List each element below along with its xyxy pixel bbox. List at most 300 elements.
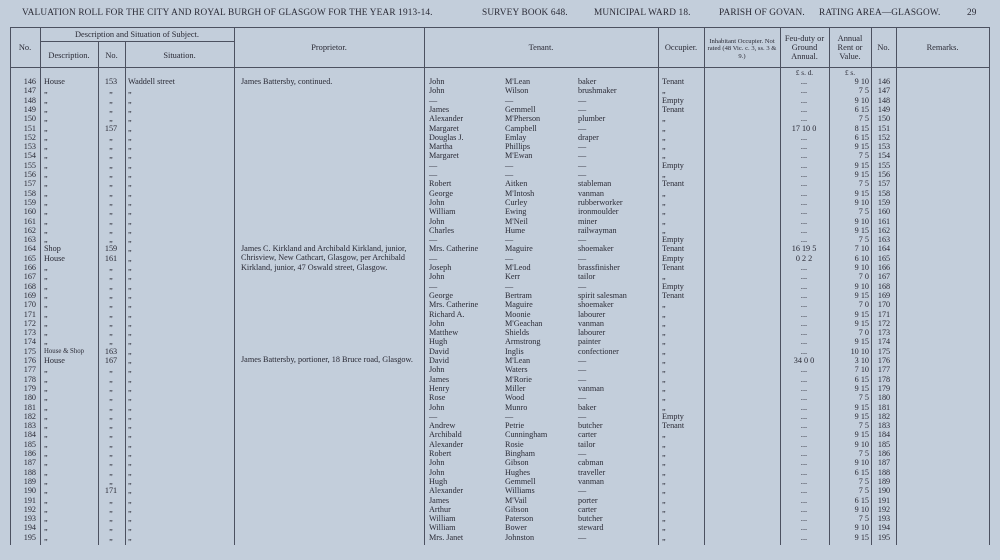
- row-tenant-trade: —: [578, 411, 587, 421]
- row-tenant-first-name: Robert: [429, 449, 452, 458]
- row-house-number: „: [109, 263, 113, 272]
- row-tenant-surname: Bertram: [505, 290, 532, 300]
- row-no: 159: [23, 197, 36, 207]
- row-tenant-surname: M'Lean: [505, 356, 531, 365]
- row-annual-value: 9 10: [854, 216, 869, 226]
- row-description: „: [44, 142, 48, 152]
- row-no-right: 171: [877, 309, 891, 319]
- row-description: „: [44, 300, 48, 310]
- row-tenant-trade: draper: [578, 132, 599, 142]
- annual-units: £ s.: [845, 69, 855, 77]
- row-tenant-first-name: Margaret: [429, 123, 459, 133]
- row-feuduty: ...: [800, 374, 808, 384]
- row-occupier: „: [662, 170, 666, 179]
- row-house-number: „: [109, 383, 113, 393]
- row-no: 195: [23, 532, 36, 542]
- row-occupier: „: [662, 86, 666, 96]
- col-header-group: Description and Situation of Subject.: [75, 30, 199, 39]
- row-feuduty: ...: [800, 300, 808, 310]
- row-feuduty: ...: [800, 449, 808, 458]
- row-house-number: „: [109, 170, 113, 179]
- row-feuduty: 17 10 0: [791, 123, 817, 133]
- vline: [234, 27, 235, 545]
- row-no-right: 175: [877, 346, 891, 356]
- row-feuduty: ...: [800, 402, 808, 412]
- row-description: „: [44, 328, 48, 338]
- row-feuduty: ...: [800, 170, 808, 179]
- row-feuduty: ...: [800, 104, 808, 114]
- row-tenant-surname: —: [505, 95, 514, 105]
- row-description: „: [44, 337, 48, 347]
- row-tenant-first-name: Alexander: [429, 439, 464, 449]
- row-tenant-trade: —: [578, 151, 587, 161]
- row-house-number: „: [109, 188, 113, 198]
- col-header-feuduty: Feu-duty or Ground Annual.: [784, 34, 825, 61]
- row-annual-value: 3 10: [854, 356, 869, 365]
- row-occupier: „: [662, 300, 666, 310]
- row-description: „: [44, 114, 48, 124]
- row-description: „: [44, 504, 48, 514]
- row-feuduty: ...: [800, 458, 808, 468]
- row-occupier: „: [662, 514, 666, 524]
- row-description: „: [44, 281, 48, 291]
- row-feuduty: 0 2 2: [795, 253, 813, 263]
- vline: [896, 27, 897, 545]
- row-situation: „: [128, 486, 132, 496]
- row-annual-value: 7 5: [858, 114, 869, 124]
- row-tenant-first-name: Richard A.: [429, 309, 465, 319]
- row-occupier: „: [662, 495, 666, 505]
- row-no-right: 184: [877, 430, 891, 440]
- row-annual-value: 7 5: [858, 207, 869, 217]
- row-situation: „: [128, 523, 132, 533]
- row-description: „: [44, 290, 48, 300]
- row-situation: „: [128, 151, 132, 161]
- row-annual-value: 7 0: [858, 300, 869, 310]
- row-no: 158: [23, 188, 36, 198]
- row-description: „: [44, 467, 48, 477]
- row-annual-value: 6 15: [854, 467, 869, 477]
- row-description: „: [44, 263, 48, 272]
- row-situation: „: [128, 263, 132, 272]
- row-occupier: „: [662, 132, 666, 142]
- vline: [829, 27, 830, 545]
- row-description: „: [44, 514, 48, 524]
- row-description: „: [44, 402, 48, 412]
- row-tenant-first-name: —: [429, 235, 438, 245]
- row-tenant-trade: traveller: [578, 467, 606, 477]
- row-situation: „: [128, 393, 132, 403]
- row-annual-value: 9 10: [854, 458, 869, 468]
- row-house-number: „: [109, 179, 113, 189]
- row-no: 192: [23, 504, 36, 514]
- row-description: House & Shop: [44, 347, 85, 355]
- row-tenant-trade: porter: [578, 495, 598, 505]
- row-feuduty: ...: [800, 430, 808, 440]
- row-tenant-trade: —: [578, 393, 587, 403]
- row-house-number: „: [109, 160, 113, 170]
- row-no-right: 166: [877, 263, 891, 272]
- row-no-right: 187: [877, 458, 891, 468]
- row-tenant-trade: steward: [578, 523, 604, 533]
- group-header-rule: [40, 41, 234, 42]
- row-tenant-surname: Gemmell: [505, 104, 536, 114]
- row-no-right: 188: [877, 467, 891, 477]
- row-feuduty: ...: [800, 439, 808, 449]
- row-tenant-surname: Hughes: [505, 467, 531, 477]
- row-tenant-surname: M'Ewan: [505, 151, 533, 161]
- row-tenant-trade: rubberworker: [578, 197, 623, 207]
- row-occupier: Tenant: [662, 421, 685, 431]
- col-header-no: No.: [18, 43, 32, 52]
- row-tenant-first-name: Mrs. Catherine: [429, 244, 479, 254]
- row-situation: „: [128, 281, 132, 291]
- row-tenant-first-name: John: [429, 365, 445, 375]
- row-house-number: „: [109, 216, 113, 226]
- row-tenant-trade: painter: [578, 337, 601, 347]
- row-situation: „: [128, 244, 132, 254]
- row-no: 174: [23, 337, 36, 347]
- row-situation: „: [128, 188, 132, 198]
- row-no-right: 195: [877, 532, 891, 542]
- row-tenant-surname: M'Lean: [505, 77, 531, 86]
- row-occupier: Empty: [662, 95, 684, 105]
- row-occupier: „: [662, 272, 666, 282]
- row-no: 162: [23, 225, 36, 235]
- row-tenant-surname: M'Leod: [505, 263, 531, 272]
- row-description: „: [44, 532, 48, 542]
- row-occupier: Empty: [662, 411, 684, 421]
- row-tenant-trade: baker: [578, 77, 597, 86]
- row-description: „: [44, 272, 48, 282]
- row-tenant-trade: butcher: [578, 421, 603, 431]
- row-feuduty: ...: [800, 263, 808, 272]
- row-house-number: „: [109, 207, 113, 217]
- row-tenant-surname: Munro: [505, 402, 528, 412]
- row-house-number: „: [109, 365, 113, 375]
- row-annual-value: 9 15: [854, 290, 869, 300]
- row-tenant-first-name: Robert: [429, 179, 452, 189]
- row-tenant-trade: —: [578, 95, 587, 105]
- row-no-right: 154: [877, 151, 891, 161]
- row-house-number: „: [109, 476, 113, 486]
- row-house-number: „: [109, 467, 113, 477]
- row-tenant-surname: Moonie: [505, 309, 531, 319]
- proprietor-note: James C. Kirkland and Archibald Kirkland, junior, Chrisview, New Cathcart, Glasgow, per Archibald Kirkland, junior, 47 Oswald street, Glasgow.: [241, 244, 407, 272]
- row-tenant-trade: —: [578, 123, 587, 133]
- row-no-right: 192: [877, 504, 891, 514]
- row-description: „: [44, 132, 48, 142]
- row-feuduty: ...: [800, 467, 808, 477]
- row-description: „: [44, 449, 48, 458]
- row-description: „: [44, 179, 48, 189]
- row-situation: Waddell street: [128, 77, 175, 86]
- row-annual-value: 7 5: [858, 179, 869, 189]
- row-tenant-first-name: John: [429, 197, 445, 207]
- row-no-right: 160: [877, 207, 891, 217]
- row-description: „: [44, 374, 48, 384]
- row-tenant-first-name: Andrew: [429, 421, 456, 431]
- row-no: 146: [23, 77, 36, 86]
- row-annual-value: 9 10: [854, 281, 869, 291]
- row-occupier: Tenant: [662, 244, 685, 254]
- row-house-number: „: [109, 514, 113, 524]
- row-feuduty: ...: [800, 281, 808, 291]
- col-header-proprietor: Proprietor.: [311, 43, 347, 52]
- row-tenant-first-name: Martha: [429, 142, 453, 152]
- row-no: 176: [23, 356, 36, 365]
- row-no-right: 159: [877, 197, 891, 207]
- row-no: 189: [23, 476, 36, 486]
- row-tenant-trade: carter: [578, 430, 597, 440]
- row-description: „: [44, 235, 48, 245]
- row-no: 180: [23, 393, 36, 403]
- row-situation: „: [128, 467, 132, 477]
- row-tenant-surname: Gibson: [505, 458, 529, 468]
- row-description: „: [44, 476, 48, 486]
- row-house-number: 171: [104, 486, 118, 496]
- row-house-number: 153: [104, 77, 118, 86]
- row-no-right: 149: [877, 104, 891, 114]
- row-tenant-surname: Aitken: [505, 179, 528, 189]
- row-tenant-surname: Gibson: [505, 504, 529, 514]
- row-situation: „: [128, 504, 132, 514]
- col-header-inhabitant: Inhabitant Occupier. Not rated (48 Vic. c. 3, ss. 3 & 9.): [707, 38, 777, 60]
- row-no-right: 183: [877, 421, 891, 431]
- row-tenant-surname: —: [505, 411, 514, 421]
- row-annual-value: 6 15: [854, 132, 869, 142]
- row-tenant-first-name: George: [429, 188, 453, 198]
- row-tenant-surname: Miller: [505, 383, 526, 393]
- row-annual-value: 9 15: [854, 337, 869, 347]
- row-situation: „: [128, 439, 132, 449]
- row-description: „: [44, 458, 48, 468]
- row-tenant-trade: —: [578, 486, 587, 496]
- row-no-right: 158: [877, 188, 891, 198]
- row-no: 154: [23, 151, 36, 161]
- row-feuduty: ...: [800, 495, 808, 505]
- row-feuduty: ...: [800, 179, 808, 189]
- row-tenant-trade: shoemaker: [578, 300, 614, 310]
- row-no-right: 190: [877, 486, 891, 496]
- row-situation: „: [128, 374, 132, 384]
- row-tenant-trade: miner: [578, 216, 598, 226]
- row-no-right: 153: [877, 142, 891, 152]
- row-house-number: „: [109, 458, 113, 468]
- row-tenant-first-name: John: [429, 272, 445, 282]
- row-feuduty: ...: [800, 142, 808, 152]
- row-house-number: „: [109, 430, 113, 440]
- row-no: 169: [23, 290, 36, 300]
- row-annual-value: 9 15: [854, 225, 869, 235]
- row-annual-value: 9 15: [854, 188, 869, 198]
- row-no: 184: [23, 430, 36, 440]
- row-situation: „: [128, 495, 132, 505]
- row-situation: „: [128, 402, 132, 412]
- row-situation: „: [128, 86, 132, 96]
- row-tenant-trade: railwayman: [578, 225, 617, 235]
- row-no-right: 176: [877, 356, 891, 365]
- row-tenant-first-name: John: [429, 467, 445, 477]
- row-house-number: „: [109, 421, 113, 431]
- row-house-number: „: [109, 495, 113, 505]
- row-occupier: „: [662, 374, 666, 384]
- row-tenant-surname: Emlay: [505, 132, 527, 142]
- row-tenant-trade: vanman: [578, 318, 604, 328]
- vline: [871, 27, 872, 545]
- row-occupier: „: [662, 337, 666, 347]
- row-situation: „: [128, 411, 132, 421]
- row-occupier: „: [662, 356, 666, 365]
- row-no-right: 169: [877, 290, 891, 300]
- row-situation: „: [128, 95, 132, 105]
- row-feuduty: ...: [800, 77, 808, 86]
- row-situation: „: [128, 170, 132, 179]
- row-occupier: „: [662, 188, 666, 198]
- row-no: 151: [23, 123, 36, 133]
- row-tenant-trade: butcher: [578, 514, 603, 524]
- row-description: „: [44, 170, 48, 179]
- row-tenant-trade: spirit salesman: [578, 290, 627, 300]
- row-tenant-first-name: Charles: [429, 225, 455, 235]
- row-house-number: „: [109, 290, 113, 300]
- row-house-number: „: [109, 449, 113, 458]
- row-tenant-surname: Gemmell: [505, 476, 536, 486]
- row-tenant-surname: M'Pherson: [505, 114, 541, 124]
- row-feuduty: ...: [800, 318, 808, 328]
- row-annual-value: 9 15: [854, 532, 869, 542]
- row-situation: „: [128, 225, 132, 235]
- row-tenant-surname: M'Vail: [505, 495, 527, 505]
- row-no-right: 185: [877, 439, 891, 449]
- row-no-right: 194: [877, 523, 891, 533]
- row-no-right: 189: [877, 476, 891, 486]
- row-tenant-surname: M'Rorie: [505, 374, 532, 384]
- row-no: 178: [23, 374, 36, 384]
- row-tenant-first-name: —: [429, 170, 438, 179]
- row-tenant-surname: Campbell: [505, 123, 537, 133]
- row-no: 193: [23, 514, 36, 524]
- row-house-number: „: [109, 309, 113, 319]
- row-no: 182: [23, 411, 36, 421]
- row-no-right: 180: [877, 393, 891, 403]
- row-no-right: 148: [877, 95, 891, 105]
- row-tenant-surname: M'Intosh: [505, 188, 535, 198]
- row-occupier: „: [662, 467, 666, 477]
- row-situation: „: [128, 318, 132, 328]
- header-parish: PARISH OF GOVAN.: [719, 8, 805, 18]
- row-house-number: „: [109, 337, 113, 347]
- row-occupier: „: [662, 151, 666, 161]
- row-feuduty: ...: [800, 207, 808, 217]
- row-house-number: „: [109, 402, 113, 412]
- row-tenant-first-name: —: [429, 281, 438, 291]
- row-tenant-trade: tailor: [578, 272, 596, 282]
- row-tenant-surname: Shields: [505, 328, 530, 338]
- row-tenant-surname: Williams: [505, 486, 535, 496]
- row-tenant-trade: stableman: [578, 179, 612, 189]
- row-no: 165: [23, 253, 36, 263]
- row-tenant-surname: M'Neil: [505, 216, 528, 226]
- row-occupier: „: [662, 365, 666, 375]
- header-title: VALUATION ROLL FOR THE CITY AND ROYAL BURGH OF GLASGOW FOR THE YEAR 1913-14.: [22, 8, 433, 18]
- row-tenant-surname: Bower: [505, 523, 527, 533]
- row-situation: „: [128, 216, 132, 226]
- row-description: „: [44, 393, 48, 403]
- row-occupier: „: [662, 318, 666, 328]
- row-tenant-first-name: David: [429, 346, 450, 356]
- row-description: „: [44, 104, 48, 114]
- row-situation: „: [128, 272, 132, 282]
- row-description: „: [44, 495, 48, 505]
- col-header-remarks: Remarks.: [926, 43, 959, 52]
- row-occupier: „: [662, 123, 666, 133]
- row-tenant-trade: carter: [578, 504, 597, 514]
- row-house-number: 159: [104, 244, 118, 254]
- row-situation: „: [128, 197, 132, 207]
- row-house-number: „: [109, 374, 113, 384]
- row-tenant-first-name: Mrs. Catherine: [429, 300, 479, 310]
- row-tenant-trade: —: [578, 104, 587, 114]
- row-feuduty: ...: [800, 532, 808, 542]
- row-situation: „: [128, 383, 132, 393]
- row-feuduty: ...: [800, 523, 808, 533]
- row-no: 167: [23, 272, 36, 282]
- row-situation: „: [128, 449, 132, 458]
- row-feuduty: 16 19 5: [791, 244, 817, 254]
- row-occupier: Empty: [662, 160, 684, 170]
- row-description: „: [44, 430, 48, 440]
- row-annual-value: 9 15: [854, 430, 869, 440]
- row-no: 157: [23, 179, 36, 189]
- row-annual-value: 9 10: [854, 77, 869, 86]
- row-house-number: „: [109, 151, 113, 161]
- row-annual-value: 6 10: [854, 253, 869, 263]
- row-annual-value: 6 15: [854, 104, 869, 114]
- row-no-right: 156: [877, 170, 891, 179]
- row-tenant-first-name: Rose: [429, 393, 446, 403]
- row-no-right: 151: [877, 123, 891, 133]
- row-tenant-trade: baker: [578, 402, 597, 412]
- row-situation: „: [128, 421, 132, 431]
- row-no-right: 179: [877, 383, 891, 393]
- row-no: 156: [23, 170, 36, 179]
- row-occupier: Tenant: [662, 104, 685, 114]
- row-tenant-first-name: John: [429, 86, 445, 96]
- row-tenant-surname: Petrie: [505, 421, 525, 431]
- row-tenant-trade: labourer: [578, 328, 606, 338]
- row-house-number: „: [109, 114, 113, 124]
- row-description: House: [44, 356, 65, 365]
- row-tenant-first-name: William: [429, 523, 456, 533]
- row-no: 166: [23, 263, 36, 272]
- row-occupier: „: [662, 207, 666, 217]
- row-tenant-first-name: Mrs. Janet: [429, 532, 464, 542]
- row-annual-value: 9 15: [854, 383, 869, 393]
- row-tenant-trade: plumber: [578, 114, 606, 124]
- row-description: „: [44, 365, 48, 375]
- row-tenant-first-name: Margaret: [429, 151, 459, 161]
- row-occupier: Empty: [662, 281, 684, 291]
- row-feuduty: ...: [800, 346, 808, 356]
- row-no-right: 186: [877, 449, 891, 458]
- row-description: „: [44, 309, 48, 319]
- row-no-right: 178: [877, 374, 891, 384]
- row-no: 168: [23, 281, 36, 291]
- row-situation: „: [128, 309, 132, 319]
- row-no-right: 162: [877, 225, 891, 235]
- row-annual-value: 6 15: [854, 374, 869, 384]
